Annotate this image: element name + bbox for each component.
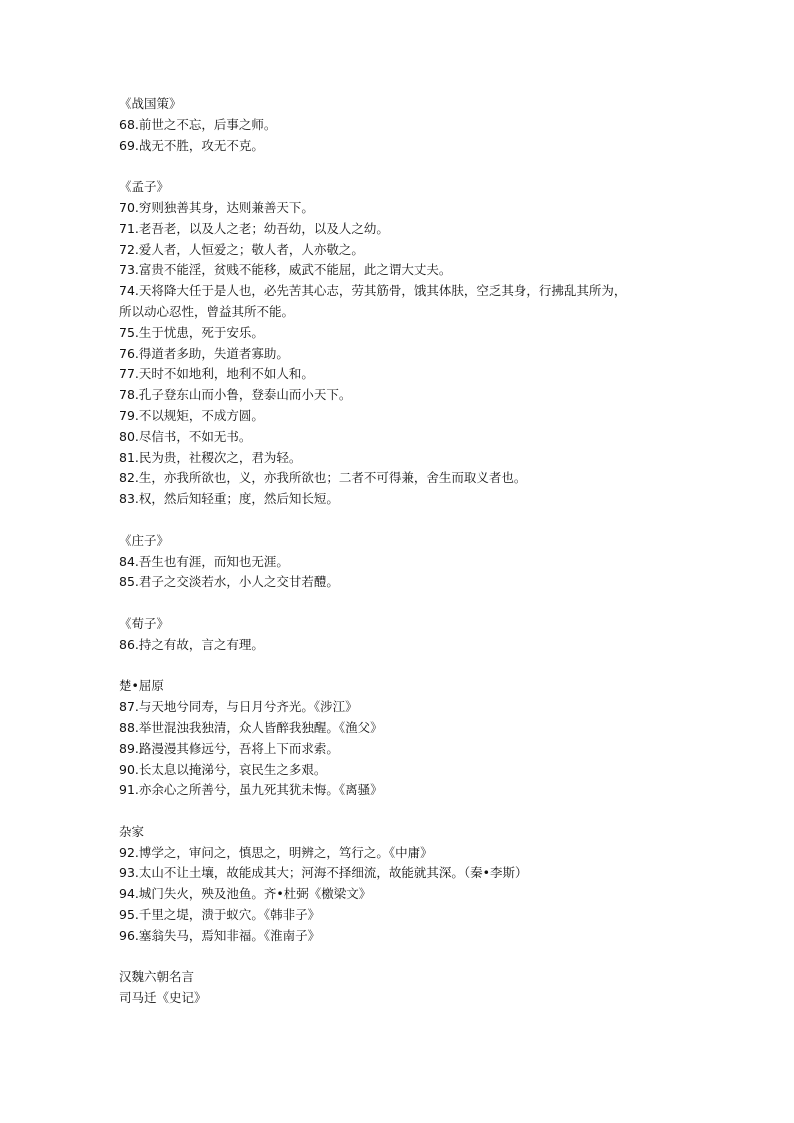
- section-gap: [119, 510, 719, 531]
- quote-line: 85.君子之交淡若水，小人之交甘若醴。: [119, 574, 339, 590]
- quote-line: 72.爱人者，人恒爱之；敬人者，人亦敬之。: [119, 241, 364, 257]
- section-heading: 杂家: [119, 823, 145, 839]
- section-quyuan: [119, 676, 719, 801]
- quote-line: 89.路漫漫其修远兮，吾将上下而求索。: [119, 740, 339, 756]
- section-gap: [119, 947, 719, 968]
- section-gap: [119, 156, 719, 177]
- section-zajia: [119, 822, 719, 947]
- quote-line: 94.城门失火，殃及池鱼。齐•杜弼《檄梁文》: [119, 886, 372, 902]
- section-heading: 《荀子》: [119, 615, 170, 631]
- section-mengzi: [119, 177, 719, 510]
- section-gap: [119, 593, 719, 614]
- quote-line: 92.博学之，审问之，慎思之，明辨之，笃行之。《中庸》: [119, 844, 433, 860]
- section-heading: 汉魏六朝名言: [119, 969, 195, 985]
- section-heading: 楚•屈原: [119, 678, 164, 694]
- quote-line: 88.举世混浊我独清，众人皆醉我独醒。《渔父》: [119, 719, 383, 735]
- quote-line: 71.老吾老，以及人之老；幼吾幼，以及人之幼。: [119, 220, 389, 236]
- section-heading: 《庄子》: [119, 532, 170, 548]
- section-xunzi: [119, 614, 719, 656]
- quote-line: 所以动心忍性，曾益其所不能。: [119, 303, 295, 319]
- section-gap: [119, 656, 719, 677]
- quote-line: 79.不以规矩，不成方圆。: [119, 407, 264, 423]
- quote-line: 93.太山不让土壤，故能成其大；河海不择细流，故能就其深。（秦•李斯）: [119, 865, 528, 881]
- quote-line: 86.持之有故，言之有理。: [119, 636, 264, 652]
- section-zhanguoce: [119, 94, 719, 156]
- quote-line: 69.战无不胜，攻无不克。: [119, 137, 264, 153]
- quote-line: 95.千里之堤，溃于蚁穴。《韩非子》: [119, 907, 321, 923]
- quote-line: 75.生于忧患，死于安乐。: [119, 324, 264, 340]
- quote-line: 80.尽信书，不如无书。: [119, 428, 252, 444]
- quote-line: 82.生，亦我所欲也，义，亦我所欲也；二者不可得兼，舍生而取义者也。: [119, 470, 527, 486]
- section-heading: 《战国策》: [119, 96, 182, 111]
- quote-line: 73.富贵不能淫，贫贱不能移，威武不能屈，此之谓大丈夫。: [119, 262, 452, 278]
- quote-line: 81.民为贵，社稷次之，君为轻。: [119, 449, 302, 465]
- document-page: [119, 94, 719, 1009]
- quote-line: 84.吾生也有涯，而知也无涯。: [119, 553, 289, 569]
- quote-line: 91.亦余心之所善兮，虽九死其犹未悔。《离骚》: [119, 782, 383, 798]
- quote-line: 90.长太息以掩涕兮，哀民生之多艰。: [119, 761, 327, 777]
- quote-line: 68.前世之不忘，后事之师。: [119, 116, 277, 132]
- quote-line: 83.权，然后知轻重；度，然后知长短。: [119, 491, 339, 507]
- quote-line: 司马迁《史记》: [119, 990, 207, 1006]
- quote-line: 76.得道者多助，失道者寡助。: [119, 345, 289, 361]
- quote-line: 77.天时不如地利，地利不如人和。: [119, 366, 314, 382]
- quote-line: 96.塞翁失马，焉知非福。《淮南子》: [119, 927, 321, 943]
- section-gap: [119, 801, 719, 822]
- section-zhuangzi: [119, 531, 719, 593]
- quote-line: 87.与天地兮同寿，与日月兮齐光。《涉江》: [119, 699, 358, 715]
- section-heading: 《孟子》: [119, 179, 170, 195]
- quote-line: 78.孔子登东山而小鲁，登泰山而小天下。: [119, 387, 352, 403]
- section-hanwei: [119, 967, 719, 1009]
- quote-line: 74.天将降大任于是人也，必先苦其心志，劳其筋骨，饿其体肤，空乏其身，行拂乱其所为，: [119, 283, 627, 299]
- quote-line: 70.穷则独善其身，达则兼善天下。: [119, 199, 314, 215]
